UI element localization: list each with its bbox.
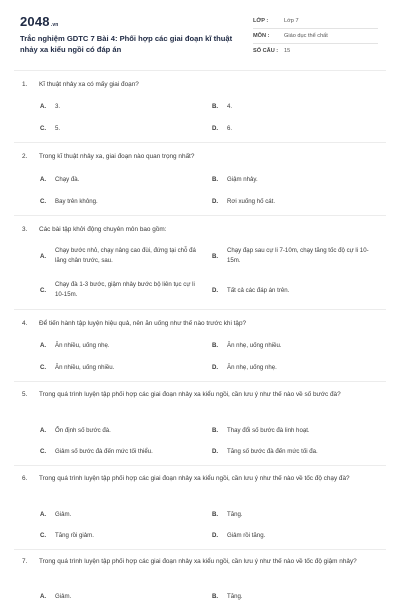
option-text: Chạy đạp sau cự li 7-10m, chạy tăng tốc độ cự li 10-15m.: [227, 247, 369, 264]
option-text: Giảm số bước đà đến mức tối thiểu.: [55, 448, 153, 455]
question-text: Trong quá trình luyện tập phối hợp các giai đoạn nhảy xa kiểu ngồi, cần lưu ý như thế nào về tốc độ giậm nhảy?: [39, 558, 357, 565]
logo-text[interactable]: 2048: [20, 14, 50, 29]
option-text: Chạy đà 1-3 bước, giậm nhảy bước bộ liên tục cự li 10-15m.: [55, 281, 195, 298]
option-letter: A.: [40, 511, 47, 518]
option-text: Tất cả các đáp án trên.: [227, 287, 290, 294]
question-text: Để tiến hành tập luyện hiệu quả, nên ăn uống như thế nào trước khi tập?: [39, 320, 247, 327]
option-text: Giảm.: [55, 593, 72, 600]
question-number: 7.: [22, 558, 28, 565]
option-text: Ổn định số bước đà.: [55, 427, 111, 434]
option-letter: A.: [40, 103, 47, 110]
option-letter: A.: [40, 253, 47, 260]
option-letter: D.: [212, 198, 219, 205]
option-text: Bay trên không.: [55, 198, 98, 205]
question-divider: [14, 381, 386, 382]
question-text: Trong quá trình luyện tập phối hợp các giai đoạn nhảy xa kiểu ngồi, cần lưu ý như thế nào về tốc độ chạy đà?: [39, 475, 350, 482]
option-text: 5.: [55, 125, 61, 132]
option-text: Ăn nhiều, uống nhẹ.: [55, 342, 110, 349]
section-divider: [14, 70, 386, 71]
question-divider: [14, 215, 386, 216]
option-text: Tăng rồi giảm.: [55, 532, 94, 539]
option-text: Chạy đà.: [55, 176, 80, 183]
option-letter: C.: [40, 125, 47, 132]
question-divider: [14, 309, 386, 310]
option-text: 4.: [227, 103, 233, 110]
question-text: Trong quá trình luyện tập phối hợp các giai đoạn nhảy xa kiểu ngồi, cần lưu ý như thế nào về số bước đà?: [39, 391, 341, 398]
meta-key: SỐ CÂU :: [253, 48, 279, 54]
option-text: Tăng số bước đà đến mức tối đa.: [227, 448, 318, 455]
option-text: Ăn nhẹ, uống nhẹ.: [227, 364, 277, 371]
option-letter: B.: [212, 253, 219, 260]
option-letter: D.: [212, 364, 219, 371]
meta-key: MÔN :: [253, 33, 270, 39]
option-letter: C.: [40, 532, 47, 539]
question-number: 5.: [22, 391, 28, 398]
option-letter: D.: [212, 287, 219, 294]
option-text: Giảm.: [55, 511, 72, 518]
meta-divider: [253, 43, 378, 44]
option-text: Tăng.: [227, 593, 243, 600]
option-letter: C.: [40, 364, 47, 371]
option-text: Thay đổi số bước đà linh hoạt.: [227, 427, 310, 434]
question-number: 6.: [22, 475, 28, 482]
option-letter: B.: [212, 176, 219, 183]
question-divider: [14, 465, 386, 466]
option-letter: D.: [212, 448, 219, 455]
option-letter: A.: [40, 593, 47, 600]
page-header: [0, 0, 400, 60]
logo-suffix[interactable]: .vn: [50, 22, 59, 28]
meta-value: Lớp 7: [284, 18, 299, 24]
option-text: Ăn nhiều, uống nhiều.: [55, 364, 115, 371]
option-letter: A.: [40, 427, 47, 434]
meta-divider: [253, 28, 378, 29]
question-divider: [14, 549, 386, 550]
meta-value: Giáo dục thể chất: [284, 33, 328, 39]
option-text: 3.: [55, 103, 61, 110]
option-letter: B.: [212, 511, 219, 518]
option-letter: A.: [40, 342, 47, 349]
option-text: Giảm rồi tăng.: [227, 532, 266, 539]
option-letter: C.: [40, 287, 47, 294]
question-number: 4.: [22, 320, 28, 327]
question-number: 2.: [22, 153, 28, 160]
option-letter: B.: [212, 427, 219, 434]
option-letter: C.: [40, 448, 47, 455]
option-letter: B.: [212, 593, 219, 600]
option-text: Ăn nhẹ, uống nhiều.: [227, 342, 282, 349]
question-text: Kĩ thuật nhảy xa có mấy giai đoạn?: [39, 81, 139, 88]
option-letter: B.: [212, 103, 219, 110]
question-text: Trong kĩ thuật nhảy xa, giai đoạn nào quan trọng nhất?: [39, 153, 195, 160]
question-divider: [14, 142, 386, 143]
meta-key: LỚP :: [253, 18, 269, 24]
option-text: Giậm nhảy.: [227, 176, 258, 183]
question-number: 1.: [22, 81, 28, 88]
option-letter: B.: [212, 342, 219, 349]
option-letter: C.: [40, 198, 47, 205]
option-text: 6.: [227, 125, 233, 132]
site-logo[interactable]: [20, 14, 59, 29]
meta-value: 15: [284, 48, 291, 54]
option-text: Tăng.: [227, 511, 243, 518]
question-text: Các bài tập khởi động chuyên môn bao gồm:: [39, 226, 167, 233]
question-number: 3.: [22, 226, 28, 233]
option-text: Chạy bước nhỏ, chạy nâng cao đùi, đứng tại chỗ đá lăng chân trước, sau.: [55, 247, 196, 264]
option-letter: A.: [40, 176, 47, 183]
option-letter: D.: [212, 532, 219, 539]
option-text: Rơi xuống hố cát.: [227, 198, 276, 205]
page-title: Trắc nghiệm GDTC 7 Bài 4: Phối hợp các giai đoạn kĩ thuật nhảy xa kiểu ngồi có đáp án: [20, 34, 233, 54]
option-letter: D.: [212, 125, 219, 132]
